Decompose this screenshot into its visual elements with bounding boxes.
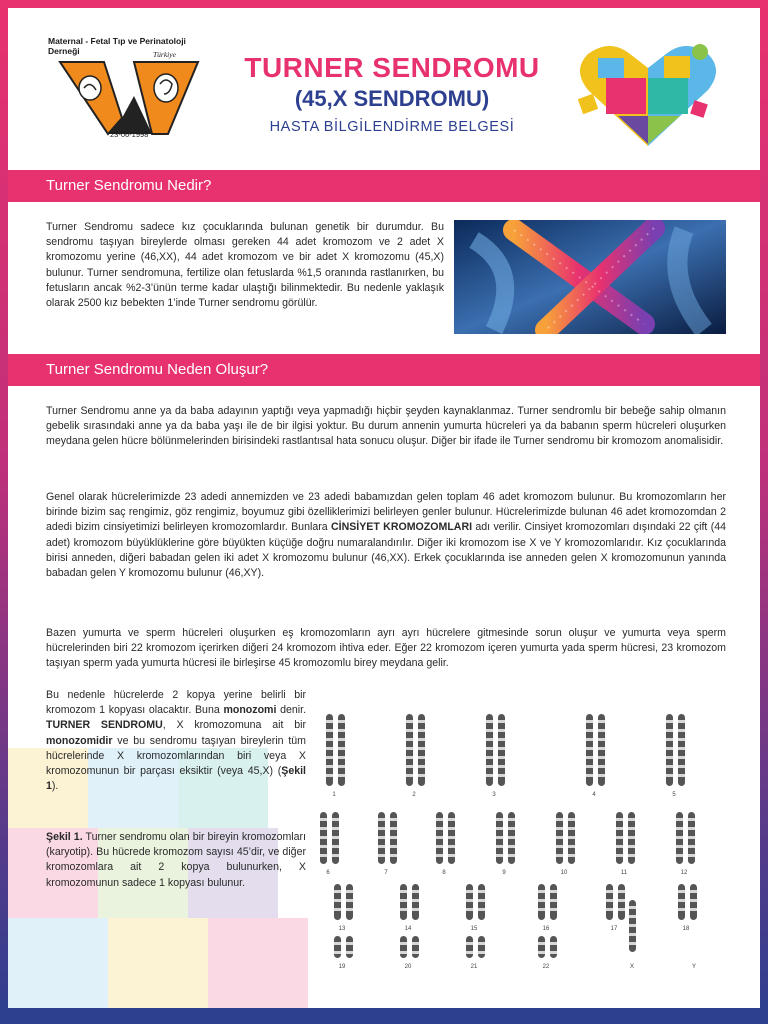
chromosome-band (568, 818, 575, 821)
karyotype-label-20: 20 (404, 964, 412, 970)
karyotype-label-11: 11 (620, 870, 628, 876)
chromosome-band (688, 854, 695, 857)
chromosome-band (332, 836, 339, 839)
chromosome-band (378, 827, 385, 830)
chromosome-band (418, 756, 425, 759)
chromosome-band (598, 765, 605, 768)
chromosome-band (666, 747, 673, 750)
chromosome-band (346, 890, 353, 893)
why-paragraph-2 (46, 490, 726, 581)
chromosome-band (556, 827, 563, 830)
karyotype-label-17: 17 (610, 926, 618, 932)
chromosome-band (400, 908, 407, 911)
chromosome-band (338, 756, 345, 759)
chromosome-band (418, 738, 425, 741)
chromosome-band (390, 818, 397, 821)
chromosome-band (448, 827, 455, 830)
chromosome-band (568, 854, 575, 857)
chromosome-band (332, 827, 339, 830)
chromosome-band (334, 890, 341, 893)
logo-country: Türkiye (153, 50, 176, 59)
chromosome-band (616, 854, 623, 857)
chromosome-band (338, 747, 345, 750)
document-type: HASTA BİLGİLENDİRME BELGESİ (269, 119, 515, 135)
chromosome-band (334, 942, 341, 945)
chromosome-band (346, 942, 353, 945)
chromosome-band (598, 738, 605, 741)
chromosome-band (498, 729, 505, 732)
chromosome-band (538, 951, 545, 954)
chromosome-band (666, 738, 673, 741)
chromosome-band (478, 908, 485, 911)
chromosome-band (676, 845, 683, 848)
chromosome-band (629, 924, 636, 927)
chromosome-band (606, 899, 613, 902)
chromosome-band (406, 756, 413, 759)
chromosome-band (496, 827, 503, 830)
chromosome-band (478, 951, 485, 954)
karyotype-label-2: 2 (412, 792, 416, 798)
chromosome-band (550, 890, 557, 893)
chromosome-band (676, 818, 683, 821)
chromosome-21-copy-2 (478, 936, 485, 958)
section-heading-what-text: Turner Sendromu Nedir? (46, 177, 212, 194)
caption-text: Turner sendromu olan bir bireyin kromozomları (karyotip). Bu hücrede kromozom sayısı 45’dir, ve diğer kromozomlara ait 2 kopya bulunurken, X kromozomunun sadece 1 kopyası bulunur. (46, 831, 307, 889)
chromosome-band (378, 818, 385, 821)
page-title: TURNER SENDROMU (244, 52, 540, 83)
chromosome-band (418, 729, 425, 732)
p4-text-c: , X kromozomuna ait bir (162, 719, 306, 732)
chromosome-band (332, 818, 339, 821)
chromosome-band (676, 854, 683, 857)
chromosome-band (436, 827, 443, 830)
chromosome-20-copy-1 (400, 936, 407, 958)
chromosome-band (418, 720, 425, 723)
chromosome-band (598, 747, 605, 750)
chromosome-band (616, 836, 623, 839)
karyotype-label-18: 18 (682, 926, 690, 932)
chromosome-band (550, 899, 557, 902)
chromosome-band (346, 908, 353, 911)
chromosome-band (678, 738, 685, 741)
chromosome-band (326, 738, 333, 741)
chromosome-band (478, 890, 485, 893)
chromosome-band (418, 747, 425, 750)
chromosome-band (448, 818, 455, 821)
p4-bold-monozomi: monozomi (223, 704, 277, 717)
karyotype-label-21: 21 (470, 964, 478, 970)
chromosome-band (406, 774, 413, 777)
karyotype-label-5: 5 (672, 792, 676, 798)
chromosome-band (688, 827, 695, 830)
chromosome-band (508, 854, 515, 857)
karyotype-label-14: 14 (404, 926, 412, 932)
chromosome-band (466, 890, 473, 893)
chromosome-band (400, 951, 407, 954)
karyotype-label-9: 9 (502, 870, 506, 876)
chromosome-band (498, 738, 505, 741)
karyotype-figure (314, 704, 714, 984)
chromosome-band (418, 765, 425, 768)
chromosome-band (320, 854, 327, 857)
chromosome-band (478, 942, 485, 945)
karyotype-label-3: 3 (492, 792, 496, 798)
chromosome-band (406, 765, 413, 768)
chromosome-band (436, 818, 443, 821)
chromosome-band (346, 951, 353, 954)
chromosome-band (618, 890, 625, 893)
chromosome-band (390, 836, 397, 839)
p2-text-b: adı verilir. Cinsiyet kromozomları dışındaki 22 çift (44 adet) kromozom büyüklüklerine göre büyükten küçüğe doğru numaralandırılır. Diğer iki kromozom ise X ve Y kromozomlarıdır. Kız çocuklarında birisi anneden, diğeri babadan gelen iki adet X kromozomu bulunur (46,XX). Erkek çocuklarında ise anneden gelen X kromozomunun yanında babadan gelen Y kromozomu bulunur (46,XY). (46, 521, 727, 580)
chromosome-band (508, 827, 515, 830)
chromosome-band (338, 765, 345, 768)
chromosome-band (538, 908, 545, 911)
chromosome-band (598, 756, 605, 759)
chromosome-band (629, 906, 636, 909)
chromosome-band (508, 836, 515, 839)
chromosome-band (606, 908, 613, 911)
chromosome-band (678, 765, 685, 768)
chromosome-band (496, 854, 503, 857)
chromosome-band (629, 915, 636, 918)
chromosome-band (508, 845, 515, 848)
chromosome-band (628, 827, 635, 830)
karyotype-label-22: 22 (542, 964, 550, 970)
chromosome-band (538, 890, 545, 893)
why-paragraph-4 (46, 688, 306, 794)
chromosome-band (550, 942, 557, 945)
chromosome-band (496, 836, 503, 839)
chromosome-band (332, 845, 339, 848)
karyotype-label-6: 6 (326, 870, 330, 876)
chromosome-band (678, 899, 685, 902)
chromosome-band (400, 899, 407, 902)
chromosome-band (666, 756, 673, 759)
chromosome-band (334, 908, 341, 911)
chromosome-band (568, 827, 575, 830)
chromosome-band (326, 756, 333, 759)
chromosome-band (418, 774, 425, 777)
chromosome-band (688, 836, 695, 839)
chromosome-band (586, 756, 593, 759)
chromosome-band (508, 818, 515, 821)
chromosome-band (556, 845, 563, 848)
chromosome-band (586, 765, 593, 768)
chromosome-band (678, 774, 685, 777)
chromosome-band (412, 908, 419, 911)
p2-bold: CİNSİYET KROMOZOMLARI (330, 521, 473, 534)
chromosome-band (690, 890, 697, 893)
chromosome-band (688, 818, 695, 821)
chromosome-band (412, 899, 419, 902)
title-block (208, 52, 576, 138)
chromosome-band (338, 720, 345, 723)
chromosome-band (486, 774, 493, 777)
chromosome-band (478, 899, 485, 902)
caption-label: Şekil 1. (46, 831, 83, 843)
chromosome-band (326, 720, 333, 723)
chromosome-band (338, 738, 345, 741)
chromosome-band (666, 774, 673, 777)
chromosome-band (326, 747, 333, 750)
chromosome-band (498, 756, 505, 759)
chromosome-band (586, 720, 593, 723)
chromosome-band (320, 827, 327, 830)
chromosome-band (436, 854, 443, 857)
p2-text-a: Genel olarak hücrelerimizde 23 adedi annemizden ve 23 adedi babamızdan gelen toplam 46 adet kromozom bulunur. Bu kromozomların her birinde bizim saç rengimiz, göz rengimiz, boyumuz gibi özelliklerimizi belirleyen genler bulunur. Hücrelerimizde bulunan 46 adet kromozomdan 2 adedi bizim cinsiyetimizi belirleyen kromozomlardır. Bunlara (46, 491, 726, 534)
chromosome-band (618, 908, 625, 911)
chromosome-band (486, 720, 493, 723)
chromosome-band (550, 908, 557, 911)
p4-text-d: ve bu sendromu taşıyan bireylerin tüm hücrelerinde X kromozomlarından biri veya X kromozomunun bir parçası eksiktir (veya 45,X) ( (46, 734, 306, 778)
what-paragraph: Turner Sendromu sadece kız çocuklarında bulunan genetik bir durumdur. Bu sendromu taşıyan bireylerde olması gereken 44 adet kromozom ve 2 adet X kromozomu yerine (46,XX), 44 adet kromozom ve bir adet X kromozomu (45,X) bulunur. Turner sendromuna, fertilize olan fetuslarda %1,5 oranında rastlanırken, bu fetusların ancak %2-3’ünün terme kadar ulaştığı bilinmektedir. Bu nedenle yaklaşık olarak 2500 kız bebekten 1’inde Turner sendromu görülür. (46, 221, 444, 310)
chromosome-band (598, 720, 605, 723)
p4-bold-turner: TURNER SENDROMU (46, 719, 163, 732)
section-heading-why-text: Turner Sendromu Neden Oluşur? (46, 361, 269, 378)
chromosome-band (629, 942, 636, 945)
chromosome-band (606, 890, 613, 893)
chromosome-band (448, 836, 455, 839)
chromosome-band (616, 827, 623, 830)
chromosome-band (486, 756, 493, 759)
chromosome-band (378, 854, 385, 857)
chromosome-band (666, 720, 673, 723)
chromosome-band (466, 899, 473, 902)
chromosome-band (406, 729, 413, 732)
chromosome-band (678, 908, 685, 911)
karyotype-label-13: 13 (338, 926, 346, 932)
chromosome-band (496, 845, 503, 848)
chromosome-band (320, 845, 327, 848)
karyotype-label-10: 10 (560, 870, 568, 876)
chromosome-22-copy-1 (538, 936, 545, 958)
chromosome-band (436, 845, 443, 848)
chromosome-band (586, 729, 593, 732)
chromosome-21-copy-1 (466, 936, 473, 958)
chromosome-band (412, 942, 419, 945)
chromosome-band (334, 951, 341, 954)
chromosome-band (616, 845, 623, 848)
chromosome-band (326, 774, 333, 777)
chromosome-band (678, 890, 685, 893)
karyotype-label-1: 1 (332, 792, 336, 798)
chromosome-band (486, 738, 493, 741)
chromosome-band (334, 899, 341, 902)
chromosome-band (378, 845, 385, 848)
karyotype-label-12: 12 (680, 870, 688, 876)
p4-text-e: ). (51, 780, 59, 793)
chromosome-band (326, 729, 333, 732)
karyotype-label-X: X (629, 964, 635, 970)
chromosome-band (688, 845, 695, 848)
why-paragraph-1: Turner Sendromu anne ya da baba adayının yaptığı veya yapmadığı hiçbir şeyden kaynaklanmaz. Turner sendromlu bir bebeğe sahip olmanın gebelik sırasındaki anne ya da baba yaşı ile de bir ilgisi yoktur. Bu durum annenin yumurta hücreleri ya da babanın sperm hücreleri oluşurken meydana gelen hücre bölünmelerinden birisindeki rastlantısal hata sonucu oluşur. Diğer bir ifade ile Turner sendromu bir kromozom anomalisidir. (46, 405, 726, 448)
chromosome-band (320, 818, 327, 821)
chromosome-illustration (454, 220, 726, 334)
chromosome-band (598, 774, 605, 777)
chromosome-band (556, 854, 563, 857)
chromosome-band (332, 854, 339, 857)
chromosome-band (556, 818, 563, 821)
chromosome-band (690, 899, 697, 902)
chromosome-20-copy-2 (412, 936, 419, 958)
chromosome-band (568, 845, 575, 848)
chromosome-band (678, 756, 685, 759)
chromosome-band (628, 818, 635, 821)
chromosome-band (400, 942, 407, 945)
chromosome-band (406, 747, 413, 750)
chromosome-band (390, 845, 397, 848)
chromosome-band (406, 738, 413, 741)
chromosome-band (346, 899, 353, 902)
chromosome-band (556, 836, 563, 839)
karyotype-label-4: 4 (592, 792, 596, 798)
chromosome-band (629, 933, 636, 936)
chromosome-band (678, 729, 685, 732)
chromosome-band (486, 765, 493, 768)
chromosome-band (390, 827, 397, 830)
chromosome-band (466, 942, 473, 945)
chromosome-19-copy-2 (346, 936, 353, 958)
karyotype-label-7: 7 (384, 870, 388, 876)
chromosome-band (690, 908, 697, 911)
p4-bold-figure-ref: Şekil 1 (46, 765, 306, 793)
chromosome-band (338, 729, 345, 732)
figure-caption (46, 830, 306, 891)
chromosome-band (390, 854, 397, 857)
chromosome-band (412, 890, 419, 893)
chromosome-band (486, 747, 493, 750)
page-subtitle: (45,X SENDROMU) (294, 86, 490, 111)
chromosome-band (498, 747, 505, 750)
karyotype-label-Y: Y (691, 964, 697, 970)
chromosome-band (400, 890, 407, 893)
chromosome-band (496, 818, 503, 821)
chromosome-19-copy-1 (334, 936, 341, 958)
karyotype-label-19: 19 (338, 964, 346, 970)
chromosome-band (486, 729, 493, 732)
document-page (8, 8, 760, 1008)
chromosome-band (320, 836, 327, 839)
chromosome-band (378, 836, 385, 839)
chromosome-band (678, 720, 685, 723)
section-heading-why (8, 354, 760, 386)
chromosome-band (568, 836, 575, 839)
p4-text-a: Bu nedenle hücrelerde 2 kopya yerine belirli bir kromozom 1 kopyası olacaktır. Buna (46, 689, 306, 717)
header (8, 8, 760, 160)
chromosome-band (678, 747, 685, 750)
karyotype-label-15: 15 (470, 926, 478, 932)
chromosome-band (666, 765, 673, 768)
chromosome-band (498, 765, 505, 768)
p4-bold-monozomidir: monozomidir (46, 734, 113, 747)
why-paragraph-3: Bazen yumurta ve sperm hücreleri oluşurken eş kromozomların ayrı ayrı hücrelere gitmesinde sorun oluşur ve yumurta veya sperm hücrelerinden biri 22 kromozom içerirken diğeri 24 kromozom ihtiva eder. Eğer 22 kromozom içeren yumurta yada sperm hücresi, 23 kromozom taşıyan sperm yada yumurta hücresi ile birleşirse 45 kromozomlu birey meydana gelir. (46, 627, 726, 670)
chromosome-band (498, 774, 505, 777)
logo-org-name: Maternal - Fetal Tıp ve Perinatoloji Derneği (48, 36, 186, 56)
chromosome-band (586, 738, 593, 741)
chromosome-band (406, 720, 413, 723)
association-logo (48, 36, 208, 148)
chromosome-band (618, 899, 625, 902)
chromosome-band (412, 951, 419, 954)
chromosome-band (466, 951, 473, 954)
chromosome-band (498, 720, 505, 723)
chromosome-band (586, 747, 593, 750)
puzzle-heart-icon (568, 34, 728, 154)
chromosome-22-copy-2 (550, 936, 557, 958)
chromosome-band (628, 845, 635, 848)
section-heading-what (8, 170, 760, 202)
chromosome-band (338, 774, 345, 777)
logo-date: 23-06-1998 (110, 130, 149, 139)
chromosome-band (676, 836, 683, 839)
chromosome-band (436, 836, 443, 839)
chromosome-band (598, 729, 605, 732)
chromosome-band (550, 951, 557, 954)
chromosome-band (586, 774, 593, 777)
chromosome-band (466, 908, 473, 911)
chromosome-band (448, 845, 455, 848)
chromosome-band (448, 854, 455, 857)
karyotype-chromosomes (320, 714, 697, 970)
p4-text-b: denir. (276, 704, 307, 717)
karyotype-label-8: 8 (442, 870, 446, 876)
chromosome-band (538, 899, 545, 902)
chromosome-band (628, 836, 635, 839)
chromosome-band (666, 729, 673, 732)
chromosome-band (326, 765, 333, 768)
chromosome-band (676, 827, 683, 830)
chromosome-band (538, 942, 545, 945)
chromosome-band (628, 854, 635, 857)
karyotype-label-16: 16 (542, 926, 550, 932)
chromosome-band (616, 818, 623, 821)
